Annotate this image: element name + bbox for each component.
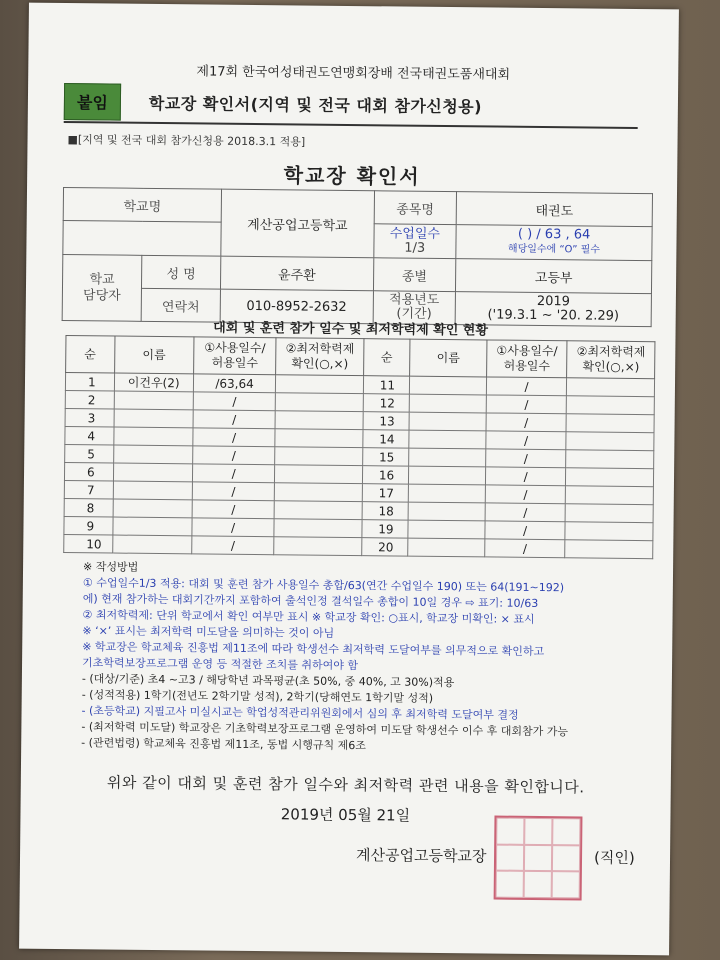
row-check	[274, 537, 362, 556]
row-no: 2	[65, 391, 114, 410]
row-days: /	[192, 536, 275, 555]
row-days: /	[192, 482, 275, 501]
instruction-line: 에) 현재 참가하는 대회기간까지 포함하여 출석인정 결석일수 총합이 10일 경우 ⇨ 표기: 10/63	[82, 592, 539, 610]
instruction-line: - (초등학교) 지필고사 미실시교는 학업성적관리위원회에서 심의 후 최저학력 도달여부 결정	[81, 704, 519, 722]
row-no: 16	[362, 466, 408, 484]
division-value: 고등부	[456, 259, 652, 294]
row-name	[114, 409, 193, 428]
row-no: 10	[64, 535, 113, 554]
row-days: /	[486, 431, 567, 450]
instruction-line: - (성적적용) 1학기(전년도 2학기말 성적), 2학기(당해연도 1학기말 성적)	[81, 688, 434, 705]
row-check	[566, 486, 654, 505]
row-check	[275, 465, 363, 484]
row-days: /	[485, 503, 566, 522]
event-title: 제17회 한국여성태권도연맹회장배 전국태권도품새대회	[196, 64, 511, 83]
staff-label	[62, 254, 142, 321]
row-name	[409, 430, 486, 449]
year-label-1: 적용년도	[389, 292, 440, 308]
year-label-2: (기간)	[396, 306, 432, 322]
row-no: 19	[362, 520, 408, 538]
school-label-spacer	[63, 220, 221, 256]
row-name	[113, 463, 192, 482]
row-no: 18	[362, 502, 408, 520]
school-label: 학교명	[63, 187, 221, 222]
row-days: /	[485, 449, 566, 468]
row-check	[275, 429, 363, 448]
row-check	[567, 378, 655, 397]
badge-row	[64, 83, 638, 125]
sign-date: 2019년 05월 21일	[280, 805, 411, 825]
row-days: /	[486, 377, 567, 396]
row-check	[275, 483, 363, 502]
sport-value: 태권도	[456, 192, 652, 227]
page-title: 학교장 확인서	[283, 163, 421, 189]
row-no: 20	[362, 538, 408, 556]
row-check	[275, 411, 363, 430]
instruction-line: - (최저학력 미도달) 학교장은 기초학력보장프로그램 운영하여 미도달 학생선수 이수 후 대회참가 가능	[81, 720, 569, 739]
instruction-line: - (대상/기준) 초4 ~고3 / 해당학년 과목평균(초 50%, 중 40%, 고 30%)적용	[81, 672, 455, 690]
division-label: 종별	[373, 258, 456, 292]
row-name: 이건우(2)	[114, 373, 193, 392]
col-no-left: 순	[66, 336, 115, 374]
col-days-right: ①사용일수/ 허용일수	[486, 340, 567, 378]
row-no: 6	[64, 463, 113, 482]
row-check	[274, 519, 362, 538]
row-check	[274, 501, 362, 520]
row-no: 7	[64, 481, 113, 500]
row-days: /	[193, 428, 276, 447]
row-name	[113, 445, 192, 464]
year-period: ('19.3.1 ~ '20. 2.29)	[487, 307, 620, 324]
instructions	[81, 559, 643, 757]
row-no: 9	[64, 517, 113, 536]
row-days: /	[193, 392, 276, 411]
row-check	[566, 432, 654, 451]
col-name-left: 이름	[114, 336, 194, 374]
principal-signature: 계산공업고등학교장	[355, 846, 487, 866]
row-check	[276, 393, 364, 412]
name-value: 윤주환	[220, 256, 373, 291]
row-check	[567, 396, 655, 415]
instruction-line: ① 수업일수1/3 적용: 대회 및 훈련 참가 사용일수 총합/63(연간 수업일수 190) 또는 64(191~192)	[82, 576, 565, 595]
col-days-left: ①사용일수/ 허용일수	[193, 337, 276, 375]
row-no: 12	[363, 394, 409, 412]
row-check	[565, 522, 653, 541]
row-name	[113, 499, 192, 518]
attendance-label-1: 수업일수	[389, 225, 441, 242]
contact-label: 연락처	[141, 288, 220, 322]
row-no: 5	[65, 445, 114, 464]
row-name	[410, 376, 487, 395]
name-label: 성 명	[141, 255, 220, 289]
table-header-row	[66, 336, 655, 379]
attachment-badge: 붙임	[64, 82, 121, 120]
row-days: /	[486, 413, 567, 432]
sport-label: 종목명	[374, 191, 457, 225]
section-title: 대회 및 훈련 참가 일수 및 최저학력제 확인 현황	[213, 320, 489, 339]
row-check	[566, 414, 654, 433]
row-name	[408, 538, 485, 557]
row-check	[566, 468, 654, 487]
row-days: /	[485, 539, 566, 558]
row-no: 1	[65, 373, 114, 392]
row-name	[409, 448, 486, 467]
school-name: 계산공업고등학교	[221, 189, 374, 258]
row-check	[275, 447, 363, 466]
row-days: /	[193, 410, 276, 429]
row-check	[565, 540, 653, 559]
row-days: /	[192, 518, 275, 537]
attendance-label-2: 1/3	[404, 240, 426, 256]
row-no: 14	[363, 430, 409, 448]
row-no: 17	[362, 484, 408, 502]
col-min-left: ②최저학력제 확인(○,×)	[276, 338, 364, 376]
row-name	[112, 535, 191, 554]
row-check	[276, 375, 364, 394]
attendance-note: 해당일수에 “O” 필수	[507, 243, 601, 256]
row-no: 8	[64, 499, 113, 518]
row-days: /	[485, 467, 566, 486]
attendance-label	[373, 224, 456, 259]
row-name	[408, 502, 485, 521]
row-days: /63,64	[193, 374, 276, 393]
row-name	[112, 517, 191, 536]
staff-label-2: 담당자	[82, 287, 121, 304]
participation-table	[63, 335, 655, 559]
row-no: 15	[362, 448, 408, 466]
row-days: /	[192, 446, 275, 465]
row-check	[566, 504, 654, 523]
row-days: /	[192, 500, 275, 519]
row-name	[113, 427, 192, 446]
row-days: /	[485, 521, 566, 540]
row-name	[409, 394, 486, 413]
instruction-line: ※ 학교장은 학교체육 진흥법 제11조에 따라 학생선수 최저학력 도달여부를 의무적으로 확인하고	[82, 640, 545, 659]
seal-label: (직인)	[593, 848, 635, 868]
instructions-head: ※ 작성방법	[82, 560, 139, 574]
row-name	[408, 484, 485, 503]
attendance-value: ( ) / 63 , 64	[517, 226, 591, 243]
row-days: /	[486, 395, 567, 414]
row-no: 13	[363, 412, 409, 430]
row-days: /	[192, 464, 275, 483]
instruction-line: ※ ‘×’ 표시는 최저학력 미도달을 의미하는 것이 아님	[82, 624, 335, 640]
instruction-line: ② 최저학력제: 단위 학교에서 확인 여부만 표시 ※ 학교장 확인: ○표시, 학교장 미확인: × 표시	[82, 608, 535, 626]
form-subtitle: 학교장 확인서(지역 및 전국 대회 참가신청용)	[148, 93, 483, 116]
row-name	[409, 412, 486, 431]
col-min-right: ②최저학력제 확인(○,×)	[567, 341, 655, 379]
official-seal-stamp	[494, 816, 583, 901]
row-check	[566, 450, 654, 469]
info-table	[62, 187, 653, 327]
row-name	[409, 466, 486, 485]
row-name	[113, 481, 192, 500]
row-name	[408, 520, 485, 539]
row-no: 3	[65, 409, 114, 428]
col-name-right: 이름	[410, 339, 487, 377]
row-name	[114, 391, 193, 410]
attendance-value-cell	[456, 225, 652, 261]
row-no: 4	[65, 427, 114, 446]
contact-value: 010-8952-2632	[220, 289, 373, 324]
staff-label-1: 학교	[89, 271, 115, 288]
col-no-right: 순	[363, 339, 410, 376]
form-paper	[19, 3, 679, 956]
row-no: 11	[363, 376, 409, 394]
instruction-line: - (관련법령) 학교체육 진흥법 제11조, 동법 시행규칙 제6조	[81, 736, 366, 753]
instruction-line: 기초학력보장프로그램 운영 등 적절한 조치를 취하여야 함	[81, 656, 359, 673]
confirm-statement: 위와 같이 대회 및 훈련 참가 일수와 최저학력 관련 내용을 확인합니다.	[106, 773, 585, 797]
year-value: 2019	[536, 293, 571, 310]
form-reference: ■[지역 및 전국 대회 참가신청용 2018.3.1 적용]	[67, 133, 306, 149]
row-days: /	[485, 485, 566, 504]
